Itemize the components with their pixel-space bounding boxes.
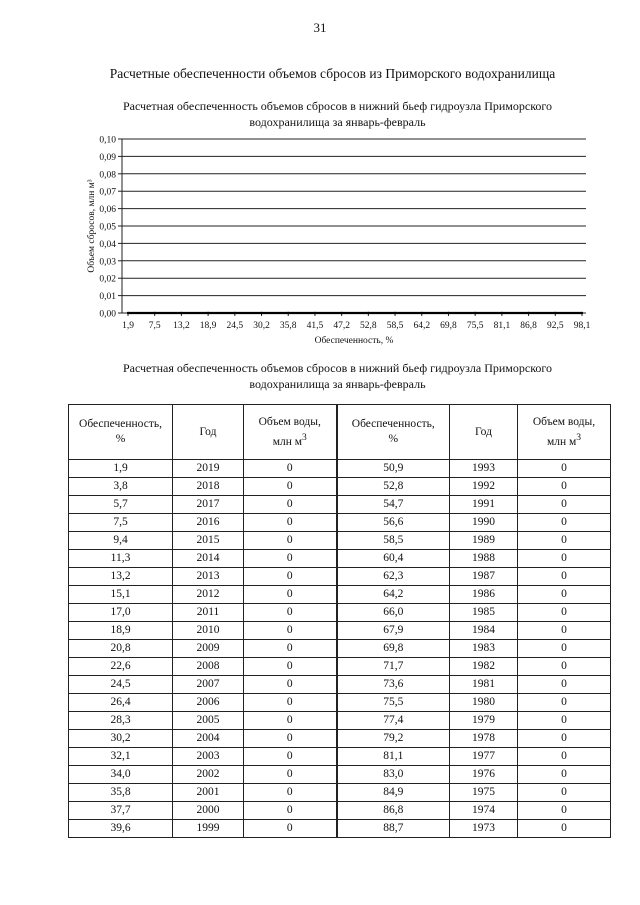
- table-row: [69, 802, 611, 820]
- page-number: 31: [313, 20, 327, 35]
- y-tick-label: 0,04: [99, 239, 116, 250]
- data-point: [581, 312, 583, 314]
- data-point: [421, 312, 423, 314]
- table-row: [69, 550, 611, 568]
- table-cell: 1987: [450, 568, 518, 586]
- table-cell: 37,7: [69, 802, 173, 820]
- table-cell: 1981: [450, 676, 518, 694]
- table-cell: 9,4: [69, 532, 173, 550]
- table-row: [69, 568, 611, 586]
- table-cell: 0: [244, 712, 337, 730]
- x-tick-label: 24,5: [226, 321, 244, 331]
- data-point: [207, 312, 209, 314]
- table-cell: 0: [244, 550, 337, 568]
- table-cell: 84,9: [337, 784, 450, 802]
- table-cell: 24,5: [69, 676, 173, 694]
- table-cell: 2013: [173, 568, 244, 586]
- data-table-container: [68, 404, 610, 838]
- table-cell: 67,9: [337, 622, 450, 640]
- table-cell: 1975: [450, 784, 518, 802]
- table-cell: 2017: [173, 496, 244, 514]
- table-cell: 2005: [173, 712, 244, 730]
- table-cell: 0: [244, 478, 337, 496]
- table-cell: 0: [244, 820, 337, 838]
- table-cell: 1984: [450, 622, 518, 640]
- x-tick-label: 98,1: [573, 321, 591, 331]
- table-cell: 0: [518, 622, 611, 640]
- table-row: [69, 514, 611, 532]
- data-point: [287, 312, 289, 314]
- chart: [0, 0, 640, 360]
- table-cell: 0: [244, 784, 337, 802]
- data-point: [367, 312, 369, 314]
- y-tick-label: 0,09: [99, 152, 116, 163]
- table-row: [69, 604, 611, 622]
- table-row: [69, 730, 611, 748]
- table-cell: 1978: [450, 730, 518, 748]
- data-point: [340, 312, 342, 314]
- table-cell: 0: [518, 460, 611, 478]
- table-cell: 0: [518, 514, 611, 532]
- table-cell: 60,4: [337, 550, 450, 568]
- table-row: [69, 640, 611, 658]
- x-tick-label: 58,5: [386, 321, 404, 331]
- table-cell: 1991: [450, 496, 518, 514]
- table-cell: 1992: [450, 478, 518, 496]
- header-probability-2: Обеспеченность, %: [337, 405, 450, 460]
- table-cell: 0: [518, 694, 611, 712]
- table-cell: 52,8: [337, 478, 450, 496]
- table-cell: 54,7: [337, 496, 450, 514]
- table-body: [69, 460, 611, 838]
- table-cell: 0: [244, 766, 337, 784]
- table-cell: 39,6: [69, 820, 173, 838]
- header-year-2: Год: [450, 405, 518, 460]
- table-cell: 1979: [450, 712, 518, 730]
- table-cell: 88,7: [337, 820, 450, 838]
- table-cell: 2004: [173, 730, 244, 748]
- header-probability: Обеспеченность, %: [69, 405, 173, 460]
- table-title-line-2: водохранилища за январь-февраль: [249, 377, 426, 391]
- table-row: [69, 622, 611, 640]
- data-point: [314, 312, 316, 314]
- table-cell: 1980: [450, 694, 518, 712]
- table-cell: 0: [518, 586, 611, 604]
- data-point: [474, 312, 476, 314]
- table-cell: 69,8: [337, 640, 450, 658]
- table-cell: 32,1: [69, 748, 173, 766]
- x-axis-label: Обеспеченность, %: [314, 336, 394, 346]
- table-cell: 20,8: [69, 640, 173, 658]
- table-header-row: [69, 405, 611, 460]
- table-row: [69, 496, 611, 514]
- table-cell: 2010: [173, 622, 244, 640]
- table-cell: 0: [518, 784, 611, 802]
- table-cell: 0: [244, 532, 337, 550]
- x-tick-label: 13,2: [173, 321, 190, 331]
- table-cell: 75,5: [337, 694, 450, 712]
- table-cell: 2009: [173, 640, 244, 658]
- table-cell: 0: [518, 658, 611, 676]
- table-cell: 2012: [173, 586, 244, 604]
- table-cell: 58,5: [337, 532, 450, 550]
- table-cell: 66,0: [337, 604, 450, 622]
- table-cell: 0: [244, 496, 337, 514]
- table-cell: 13,2: [69, 568, 173, 586]
- table-cell: 2006: [173, 694, 244, 712]
- data-point: [260, 312, 262, 314]
- table-row: [69, 676, 611, 694]
- table-cell: 1974: [450, 802, 518, 820]
- data-table: [68, 404, 611, 838]
- x-tick-label: 47,2: [333, 321, 350, 331]
- table-row: [69, 658, 611, 676]
- data-point: [234, 312, 236, 314]
- table-cell: 2001: [173, 784, 244, 802]
- table-cell: 2018: [173, 478, 244, 496]
- main-title: Расчетные обеспеченности объемов сбросов из Приморского водохранилища: [109, 66, 556, 81]
- table-cell: 1973: [450, 820, 518, 838]
- table-cell: 64,2: [337, 586, 450, 604]
- table-cell: 0: [518, 748, 611, 766]
- table-cell: 11,3: [69, 550, 173, 568]
- table-cell: 0: [244, 730, 337, 748]
- table-cell: 0: [244, 676, 337, 694]
- x-tick-label: 64,2: [413, 321, 431, 331]
- table-cell: 0: [244, 568, 337, 586]
- table-cell: 1988: [450, 550, 518, 568]
- table-cell: 2000: [173, 802, 244, 820]
- x-tick-label: 75,5: [466, 321, 484, 331]
- table-cell: 0: [518, 478, 611, 496]
- chart-title-line-1: Расчетная обеспеченность объемов сбросов в нижний бьеф гидроузла Приморского: [122, 99, 553, 113]
- table-row: [69, 748, 611, 766]
- table-row: [69, 712, 611, 730]
- data-point: [394, 312, 396, 314]
- data-point: [447, 312, 449, 314]
- table-cell: 2007: [173, 676, 244, 694]
- table-cell: 5,7: [69, 496, 173, 514]
- table-cell: 56,6: [337, 514, 450, 532]
- table-cell: 17,0: [69, 604, 173, 622]
- table-cell: 0: [518, 604, 611, 622]
- data-point: [127, 312, 129, 314]
- x-tick-label: 35,8: [279, 321, 297, 331]
- y-tick-label: 0,00: [99, 309, 116, 320]
- table-cell: 30,2: [69, 730, 173, 748]
- table-cell: 2016: [173, 514, 244, 532]
- table-cell: 77,4: [337, 712, 450, 730]
- table-cell: 0: [244, 622, 337, 640]
- table-cell: 1989: [450, 532, 518, 550]
- header-volume-2: Объем воды, млн $м^3$: [518, 405, 611, 460]
- x-tick-label: 81,1: [493, 321, 511, 331]
- data-point: [527, 312, 529, 314]
- y-tick-label: 0,02: [99, 274, 116, 285]
- table-title: [60, 360, 615, 392]
- table-cell: 2011: [173, 604, 244, 622]
- table-cell: 0: [244, 802, 337, 820]
- table-row: [69, 766, 611, 784]
- table-row: [69, 532, 611, 550]
- table-cell: 18,9: [69, 622, 173, 640]
- x-tick-label: 30,2: [253, 321, 270, 331]
- table-cell: 0: [244, 640, 337, 658]
- table-cell: 15,1: [69, 586, 173, 604]
- y-tick-label: 0,07: [99, 187, 116, 198]
- header-year: Год: [173, 405, 244, 460]
- table-cell: 7,5: [69, 514, 173, 532]
- table-cell: 0: [518, 820, 611, 838]
- table-row: [69, 586, 611, 604]
- header-volume: Объем воды, млн $м^3$: [244, 405, 337, 460]
- table-cell: 79,2: [337, 730, 450, 748]
- data-point: [180, 312, 182, 314]
- table-cell: 0: [518, 802, 611, 820]
- table-cell: 34,0: [69, 766, 173, 784]
- table-cell: 1977: [450, 748, 518, 766]
- table-row: [69, 820, 611, 838]
- table-cell: 0: [518, 712, 611, 730]
- table-cell: 0: [244, 586, 337, 604]
- y-tick-label: 0,01: [99, 292, 116, 303]
- table-cell: 0: [518, 568, 611, 586]
- data-point: [554, 312, 556, 314]
- y-tick-label: 0,03: [99, 257, 116, 268]
- table-cell: 22,6: [69, 658, 173, 676]
- table-cell: 2002: [173, 766, 244, 784]
- table-cell: 35,8: [69, 784, 173, 802]
- table-cell: 28,3: [69, 712, 173, 730]
- table-cell: 86,8: [337, 802, 450, 820]
- x-tick-label: 92,5: [546, 321, 564, 331]
- table-cell: 2014: [173, 550, 244, 568]
- table-cell: 73,6: [337, 676, 450, 694]
- table-title-line-1: Расчетная обеспеченность объемов сбросов в нижний бьеф гидроузла Приморского: [122, 361, 553, 375]
- table-cell: 0: [244, 694, 337, 712]
- table-cell: 0: [518, 532, 611, 550]
- table-cell: 1999: [173, 820, 244, 838]
- table-cell: 1990: [450, 514, 518, 532]
- x-tick-label: 41,5: [306, 321, 324, 331]
- y-tick-label: 0,08: [99, 170, 116, 181]
- table-cell: 2003: [173, 748, 244, 766]
- table-cell: 1993: [450, 460, 518, 478]
- table-cell: 0: [518, 550, 611, 568]
- table-cell: 0: [518, 730, 611, 748]
- table-row: [69, 460, 611, 478]
- x-tick-label: 18,9: [199, 321, 217, 331]
- table-cell: 26,4: [69, 694, 173, 712]
- table-cell: 2008: [173, 658, 244, 676]
- x-tick-label: 69,8: [440, 321, 457, 331]
- table-row: [69, 784, 611, 802]
- table-cell: 1983: [450, 640, 518, 658]
- table-row: [69, 694, 611, 712]
- y-axis-label: Объем сбросов, млн м³: [87, 179, 97, 273]
- table-cell: 0: [518, 640, 611, 658]
- data-point: [501, 312, 503, 314]
- table-cell: 1982: [450, 658, 518, 676]
- table-cell: 71,7: [337, 658, 450, 676]
- x-tick-label: 1,9: [122, 321, 134, 331]
- x-tick-label: 7,5: [148, 321, 161, 331]
- table-cell: 0: [518, 496, 611, 514]
- table-cell: 2015: [173, 532, 244, 550]
- table-cell: 2019: [173, 460, 244, 478]
- table-cell: 1985: [450, 604, 518, 622]
- y-tick-label: 0,05: [99, 222, 116, 233]
- table-cell: 0: [244, 514, 337, 532]
- table-cell: 1976: [450, 766, 518, 784]
- table-cell: 0: [244, 460, 337, 478]
- table-cell: 83,0: [337, 766, 450, 784]
- table-cell: 0: [244, 658, 337, 676]
- table-cell: 81,1: [337, 748, 450, 766]
- table-row: [69, 478, 611, 496]
- x-tick-label: 86,8: [520, 321, 537, 331]
- y-tick-label: 0,10: [99, 135, 116, 146]
- table-cell: 62,3: [337, 568, 450, 586]
- data-point: [154, 312, 156, 314]
- table-cell: 0: [518, 766, 611, 784]
- table-cell: 1,9: [69, 460, 173, 478]
- table-cell: 1986: [450, 586, 518, 604]
- table-cell: 0: [518, 676, 611, 694]
- x-tick-label: 52,8: [360, 321, 377, 331]
- table-cell: 50,9: [337, 460, 450, 478]
- table-cell: 0: [244, 748, 337, 766]
- chart-title-line-2: водохранилища за январь-февраль: [249, 115, 426, 129]
- table-cell: 0: [244, 604, 337, 622]
- table-cell: 3,8: [69, 478, 173, 496]
- y-tick-label: 0,06: [99, 205, 116, 216]
